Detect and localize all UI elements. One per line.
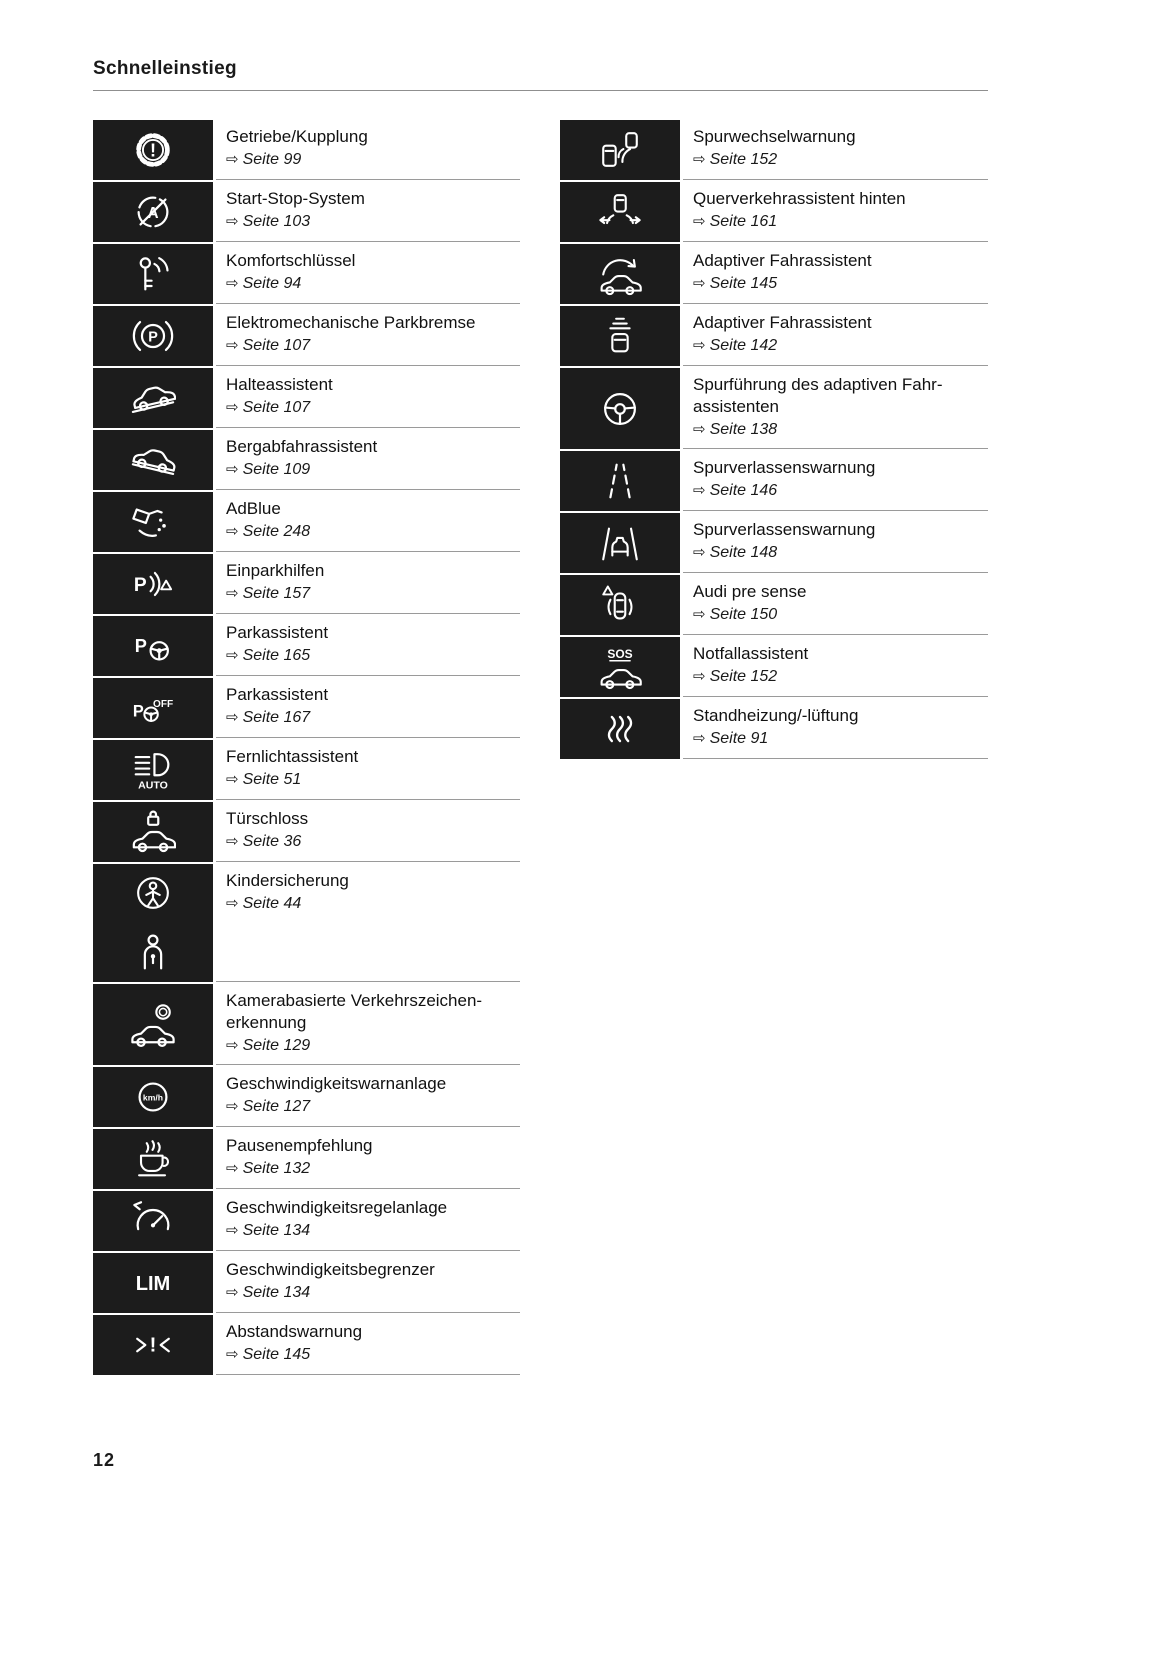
icon-cell bbox=[560, 182, 680, 242]
arrow-icon: ⇨ bbox=[693, 482, 706, 499]
parking-brake-icon bbox=[130, 313, 176, 359]
icon-cell bbox=[560, 637, 680, 697]
page-ref-text: Seite 146 bbox=[709, 482, 778, 499]
page-ref-text: Seite 107 bbox=[242, 337, 311, 354]
icon-cell bbox=[93, 244, 213, 304]
icon-cell bbox=[560, 513, 680, 573]
table-row bbox=[93, 864, 520, 982]
table-row bbox=[93, 368, 520, 428]
table-row bbox=[93, 182, 520, 242]
row-title: Querverkehrassistent hinten bbox=[693, 189, 906, 208]
page-ref-text: Seite 152 bbox=[709, 151, 778, 168]
icon-cell bbox=[93, 1315, 213, 1375]
page-ref-text: Seite 142 bbox=[709, 337, 778, 354]
arrow-icon: ⇨ bbox=[226, 1346, 239, 1363]
arrow-icon: ⇨ bbox=[693, 213, 706, 230]
page-reference bbox=[693, 604, 988, 626]
row-text bbox=[216, 616, 520, 676]
row-text bbox=[683, 451, 988, 511]
row-text bbox=[683, 699, 988, 759]
row-title: Start-Stop-System bbox=[226, 189, 365, 208]
rear-cross-traffic-icon bbox=[597, 189, 643, 235]
page-reference bbox=[693, 480, 988, 502]
arrow-icon: ⇨ bbox=[226, 275, 239, 292]
table-row bbox=[93, 554, 520, 614]
table-row bbox=[93, 802, 520, 862]
adaptive-drive-assist-distance-icon bbox=[597, 313, 643, 359]
row-text bbox=[216, 1191, 520, 1251]
table-row bbox=[560, 120, 988, 180]
row-text bbox=[683, 513, 988, 573]
hold-assist-icon bbox=[130, 375, 176, 421]
icon-cell bbox=[93, 864, 213, 982]
page-ref-text: Seite 36 bbox=[242, 833, 302, 850]
page-reference bbox=[226, 335, 520, 357]
page-ref-text: Seite 129 bbox=[242, 1037, 311, 1054]
icon-table-left bbox=[93, 120, 520, 1377]
page-number: 12 bbox=[93, 1450, 116, 1470]
icon-cell bbox=[560, 575, 680, 635]
row-title: Getriebe/Kupplung bbox=[226, 127, 368, 146]
row-text bbox=[216, 740, 520, 800]
page-ref-text: Seite 44 bbox=[242, 895, 302, 912]
table-row bbox=[93, 740, 520, 800]
row-text bbox=[683, 637, 988, 697]
icon-cell bbox=[93, 1067, 213, 1127]
page-ref-text: Seite 248 bbox=[242, 523, 311, 540]
row-title: Adaptiver Fahrassistent bbox=[693, 313, 872, 332]
icon-cell bbox=[93, 554, 213, 614]
page-ref-text: Seite 107 bbox=[242, 399, 311, 416]
page-reference bbox=[226, 831, 520, 853]
row-text bbox=[216, 306, 520, 366]
arrow-icon: ⇨ bbox=[226, 523, 239, 540]
arrow-icon: ⇨ bbox=[693, 275, 706, 292]
page-reference bbox=[693, 728, 988, 750]
table-row bbox=[560, 244, 988, 304]
icon-cell bbox=[560, 306, 680, 366]
lane-change-warning-icon bbox=[597, 127, 643, 173]
page-reference bbox=[693, 666, 988, 688]
arrow-icon: ⇨ bbox=[693, 606, 706, 623]
row-title: Halteassistent bbox=[226, 375, 333, 394]
row-text bbox=[683, 368, 988, 449]
table-row bbox=[93, 984, 520, 1065]
page-reference bbox=[226, 583, 520, 605]
row-title: Notfallassistent bbox=[693, 644, 809, 663]
cruise-control-icon bbox=[130, 1198, 176, 1244]
child-lock-icon bbox=[130, 930, 176, 976]
speed-limiter-icon bbox=[130, 1260, 176, 1306]
arrow-icon: ⇨ bbox=[226, 771, 239, 788]
adblue-icon bbox=[130, 499, 176, 545]
table-row bbox=[93, 492, 520, 552]
header-divider bbox=[93, 90, 988, 91]
page-reference bbox=[226, 1282, 520, 1304]
row-text bbox=[683, 244, 988, 304]
row-text bbox=[216, 492, 520, 552]
row-text bbox=[216, 678, 520, 738]
icon-cell bbox=[93, 740, 213, 800]
row-text bbox=[683, 120, 988, 180]
table-row bbox=[93, 1315, 520, 1375]
row-text bbox=[216, 864, 520, 982]
row-title: Fernlichtassistent bbox=[226, 747, 359, 766]
page-ref-text: Seite 138 bbox=[709, 421, 778, 438]
arrow-icon: ⇨ bbox=[226, 213, 239, 230]
row-title: Parkassistent bbox=[226, 685, 329, 704]
page-reference bbox=[226, 645, 520, 667]
row-text bbox=[216, 554, 520, 614]
arrow-icon: ⇨ bbox=[226, 461, 239, 478]
icon-cell bbox=[560, 699, 680, 759]
row-title: AdBlue bbox=[226, 499, 281, 518]
page-reference bbox=[226, 1158, 520, 1180]
page-reference bbox=[226, 1096, 520, 1118]
page-ref-text: Seite 167 bbox=[242, 709, 311, 726]
row-text bbox=[216, 430, 520, 490]
icon-cell bbox=[560, 368, 680, 449]
arrow-icon: ⇨ bbox=[693, 668, 706, 685]
row-title: Spurwechselwarnung bbox=[693, 127, 856, 146]
row-title: Spurführung des adaptiven Fahr-assistenten bbox=[693, 375, 943, 416]
page-reference bbox=[693, 211, 988, 233]
arrow-icon: ⇨ bbox=[226, 895, 239, 912]
icon-cell bbox=[93, 430, 213, 490]
gear-clutch-icon bbox=[130, 127, 176, 173]
table-row bbox=[560, 575, 988, 635]
arrow-icon: ⇨ bbox=[226, 399, 239, 416]
speed-warning-icon bbox=[130, 1074, 176, 1120]
arrow-icon: ⇨ bbox=[693, 151, 706, 168]
table-row bbox=[93, 1191, 520, 1251]
page-reference bbox=[693, 273, 988, 295]
adaptive-drive-assist-speed-icon bbox=[597, 251, 643, 297]
page-ref-text: Seite 165 bbox=[242, 647, 311, 664]
table-row bbox=[560, 182, 988, 242]
table-row bbox=[93, 306, 520, 366]
row-title: Audi pre sense bbox=[693, 582, 807, 601]
icon-cell bbox=[93, 616, 213, 676]
page-ref-text: Seite 152 bbox=[709, 668, 778, 685]
icon-cell bbox=[560, 244, 680, 304]
park-distance-icon bbox=[130, 561, 176, 607]
row-text bbox=[216, 1315, 520, 1375]
table-row bbox=[93, 120, 520, 180]
page-reference bbox=[226, 273, 520, 295]
page-reference bbox=[226, 397, 520, 419]
page-reference bbox=[226, 521, 520, 543]
row-title: Elektromechanische Parkbremse bbox=[226, 313, 476, 332]
emergency-assist-sos-icon bbox=[597, 644, 643, 690]
park-assist-off-icon bbox=[130, 685, 176, 731]
row-title: Bergabfahrassistent bbox=[226, 437, 378, 456]
page-ref-text: Seite 145 bbox=[709, 275, 778, 292]
table-row bbox=[560, 368, 988, 449]
arrow-icon: ⇨ bbox=[226, 151, 239, 168]
arrow-icon: ⇨ bbox=[226, 1160, 239, 1177]
row-title: Kamerabasierte Verkehrszeichen-erkennung bbox=[226, 991, 483, 1032]
page-reference bbox=[226, 1035, 520, 1057]
arrow-icon: ⇨ bbox=[693, 544, 706, 561]
row-title: Standheizung/-lüftung bbox=[693, 706, 859, 725]
row-text bbox=[216, 984, 520, 1065]
arrow-icon: ⇨ bbox=[226, 1037, 239, 1054]
arrow-icon: ⇨ bbox=[693, 421, 706, 438]
row-text bbox=[216, 120, 520, 180]
page-reference bbox=[226, 893, 520, 915]
page-ref-text: Seite 161 bbox=[709, 213, 778, 230]
start-stop-icon bbox=[130, 189, 176, 235]
page-reference bbox=[693, 335, 988, 357]
comfort-key-icon bbox=[130, 251, 176, 297]
icon-cell bbox=[93, 1253, 213, 1313]
table-row bbox=[560, 637, 988, 697]
page-ref-text: Seite 132 bbox=[242, 1160, 311, 1177]
arrow-icon: ⇨ bbox=[226, 647, 239, 664]
icon-cell bbox=[93, 984, 213, 1065]
page-reference bbox=[226, 211, 520, 233]
page-reference bbox=[226, 1220, 520, 1242]
page-reference bbox=[226, 1344, 520, 1366]
page-ref-text: Seite 109 bbox=[242, 461, 311, 478]
icon-cell bbox=[560, 451, 680, 511]
table-row bbox=[560, 699, 988, 759]
row-text bbox=[216, 182, 520, 242]
row-title: Geschwindigkeitsbegrenzer bbox=[226, 1260, 435, 1279]
row-text bbox=[683, 182, 988, 242]
page-title: Schnelleinstieg bbox=[93, 58, 237, 79]
icon-cell bbox=[93, 802, 213, 862]
child-safety-icon bbox=[130, 870, 176, 916]
page-ref-text: Seite 157 bbox=[242, 585, 311, 602]
table-row bbox=[93, 244, 520, 304]
icon-cell bbox=[93, 1129, 213, 1189]
table-row bbox=[560, 451, 988, 511]
steering-wheel-icon bbox=[597, 386, 643, 432]
rest-recommendation-icon bbox=[130, 1136, 176, 1182]
page-reference bbox=[693, 542, 988, 564]
table-row bbox=[93, 1253, 520, 1313]
icon-cell bbox=[93, 306, 213, 366]
page-ref-text: Seite 127 bbox=[242, 1098, 311, 1115]
icon-cell bbox=[93, 368, 213, 428]
table-row bbox=[93, 1067, 520, 1127]
page-ref-text: Seite 91 bbox=[709, 730, 769, 747]
arrow-icon: ⇨ bbox=[226, 1222, 239, 1239]
table-row bbox=[560, 513, 988, 573]
row-title: Komfortschlüssel bbox=[226, 251, 356, 270]
distance-warning-icon bbox=[130, 1322, 176, 1368]
row-text bbox=[216, 244, 520, 304]
row-text bbox=[216, 802, 520, 862]
row-title: Geschwindigkeitsregelanlage bbox=[226, 1198, 448, 1217]
row-text bbox=[216, 1129, 520, 1189]
arrow-icon: ⇨ bbox=[226, 585, 239, 602]
row-text bbox=[216, 368, 520, 428]
arrow-icon: ⇨ bbox=[693, 337, 706, 354]
page-ref-text: Seite 134 bbox=[242, 1222, 311, 1239]
table-row bbox=[93, 678, 520, 738]
aux-heating-icon bbox=[597, 706, 643, 752]
page-ref-text: Seite 103 bbox=[242, 213, 311, 230]
arrow-icon: ⇨ bbox=[226, 1098, 239, 1115]
row-title: Abstandswarnung bbox=[226, 1322, 363, 1341]
row-title: Spurverlassenswarnung bbox=[693, 458, 876, 477]
row-title: Einparkhilfen bbox=[226, 561, 325, 580]
page-ref-text: Seite 94 bbox=[242, 275, 302, 292]
row-text bbox=[216, 1253, 520, 1313]
page-reference bbox=[226, 769, 520, 791]
arrow-icon: ⇨ bbox=[226, 709, 239, 726]
row-title: Kindersicherung bbox=[226, 871, 349, 890]
row-text bbox=[683, 306, 988, 366]
row-title: Türschloss bbox=[226, 809, 309, 828]
arrow-icon: ⇨ bbox=[693, 730, 706, 747]
row-title: Adaptiver Fahrassistent bbox=[693, 251, 872, 270]
row-title: Spurverlassenswarnung bbox=[693, 520, 876, 539]
table-row bbox=[560, 306, 988, 366]
pre-sense-icon bbox=[597, 582, 643, 628]
lane-departure-car-icon bbox=[597, 520, 643, 566]
icon-cell bbox=[560, 120, 680, 180]
icon-cell bbox=[93, 492, 213, 552]
page-reference bbox=[226, 459, 520, 481]
icon-cell bbox=[93, 120, 213, 180]
door-lock-icon bbox=[130, 809, 176, 855]
row-title: Geschwindigkeitswarnanlage bbox=[226, 1074, 447, 1093]
icon-cell bbox=[93, 1191, 213, 1251]
row-title: Pausenempfehlung bbox=[226, 1136, 373, 1155]
row-text bbox=[216, 1067, 520, 1127]
row-text bbox=[683, 575, 988, 635]
icon-cell bbox=[93, 182, 213, 242]
table-row bbox=[93, 430, 520, 490]
arrow-icon: ⇨ bbox=[226, 1284, 239, 1301]
page-ref-text: Seite 99 bbox=[242, 151, 302, 168]
park-assist-icon bbox=[130, 623, 176, 669]
page-reference bbox=[693, 149, 988, 171]
page-ref-text: Seite 134 bbox=[242, 1284, 311, 1301]
page-ref-text: Seite 51 bbox=[242, 771, 302, 788]
lane-departure-lines-icon bbox=[597, 458, 643, 504]
page-reference bbox=[226, 149, 520, 171]
table-row bbox=[93, 1129, 520, 1189]
icon-cell bbox=[93, 678, 213, 738]
row-title: Parkassistent bbox=[226, 623, 329, 642]
page-reference bbox=[693, 419, 988, 441]
page-ref-text: Seite 145 bbox=[242, 1346, 311, 1363]
arrow-icon: ⇨ bbox=[226, 337, 239, 354]
arrow-icon: ⇨ bbox=[226, 833, 239, 850]
high-beam-assist-icon bbox=[130, 747, 176, 793]
hill-descent-icon bbox=[130, 437, 176, 483]
icon-table-right bbox=[560, 120, 988, 761]
page-ref-text: Seite 150 bbox=[709, 606, 778, 623]
page-ref-text: Seite 148 bbox=[709, 544, 778, 561]
traffic-sign-recognition-icon bbox=[130, 1002, 176, 1048]
page-reference bbox=[226, 707, 520, 729]
table-row bbox=[93, 616, 520, 676]
